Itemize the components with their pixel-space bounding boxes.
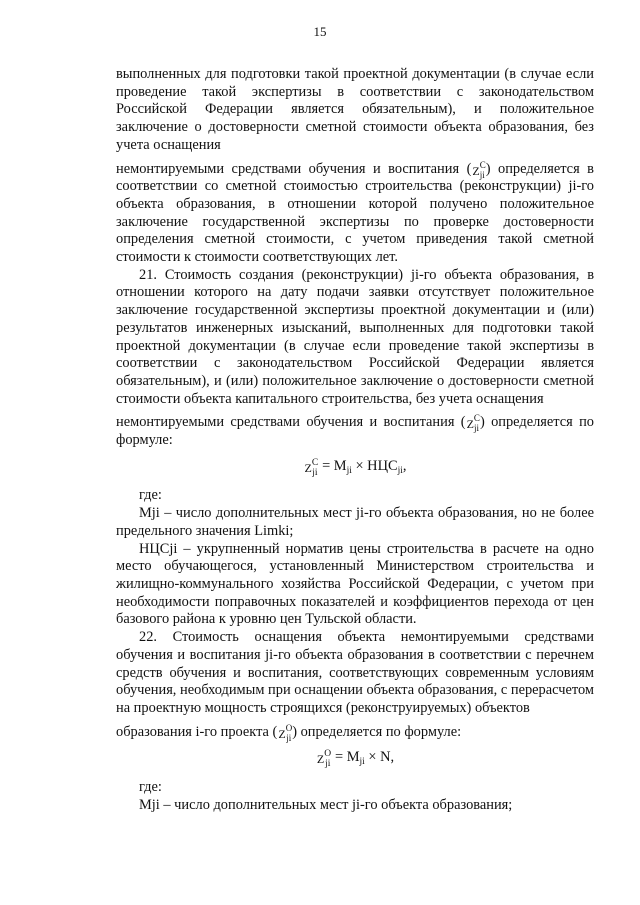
- paragraph-indented: 21. Стоимость создания (реконструкции) ji-го объекта образования, в отношении которого на дату подачи заявки отсутствует положительное заключение государственной экспертизы проектной документации и (или) результатов инженерных изысканий, выполненных для подготовки такой проектной документации (в случае если проведение такой экспертизы в соответствии с законодательством Российской Федерации является обязательным), и (или) положительное заключение о достоверности сметной стоимости объекта капитального строительства, без учета оснащения: [116, 266, 594, 407]
- z-symbol: [278, 722, 293, 743]
- formula-subscript: ji: [359, 757, 365, 768]
- z-superscript: C: [473, 413, 480, 424]
- z-letter: Z: [316, 752, 325, 767]
- z-subscript: ji: [473, 423, 479, 434]
- document-body: [116, 66, 594, 814]
- paragraph-with-formula: немонтируемыми средствами обучения и воспитания $(Z^C_{ji})$ определяется по формуле:: [116, 413, 594, 449]
- z-letter: Z: [278, 726, 286, 741]
- formula: $Z^O_{ji} = M_{ji} \times N$,: [316, 749, 395, 770]
- paragraph-indented: где:: [139, 779, 162, 796]
- z-superscript: O: [285, 722, 293, 733]
- z-superscript: O: [324, 749, 332, 760]
- paragraph-with-formula: образования i-го проекта $(Z^O_{ji})$ определяется по формуле:: [116, 722, 462, 743]
- z-symbol: [472, 159, 486, 180]
- paragraph-indented: НЦСji – укрупненный норматив цены строительства в расчете на одно место обучающегося, установленный Министерством строительства и жилищно-коммунального хозяйства Российской Федерации, с учетом при необходимости поправочных показателей и коэффициентов перехода от цен базового района к уровню цен Тульской области.: [116, 540, 594, 628]
- z-subscript: ji: [286, 732, 292, 743]
- paragraph-indented: Mji – число дополнительных мест ji-го объекта образования;: [139, 796, 513, 813]
- z-letter: Z: [304, 460, 312, 475]
- z-symbol: [466, 413, 480, 434]
- paragraph-indented: где:: [139, 487, 162, 504]
- z-letter: Z: [466, 417, 474, 432]
- paragraph-indented: Mji – число дополнительных мест ji-го объекта образования, но не более предельного значения Limki;: [116, 505, 594, 539]
- formula-subscript: ji: [346, 465, 352, 476]
- z-symbol: [316, 749, 332, 770]
- z-subscript: ji: [312, 467, 318, 478]
- z-symbol: [304, 457, 319, 478]
- z-superscript: C: [311, 457, 319, 468]
- paragraph: выполненных для подготовки такой проектной документации (в случае если проведение такой экспертизы в соответствии с законодательством Российской Федерации является обязательным), и положительное заключение о достоверности сметной стоимости объекта образования, без учета оснащения: [116, 66, 594, 153]
- z-letter: Z: [472, 163, 480, 178]
- page-number: 15: [313, 24, 327, 39]
- formula: $Z^C_{ji} = M_{ji} \times НЦС_{ji}$,: [304, 457, 407, 478]
- formula-subscript: ji: [397, 465, 403, 476]
- z-superscript: C: [479, 159, 486, 170]
- paragraph-with-formula: немонтируемыми средствами обучения и воспитания $(Z^C_{ji})$ определяется в соответствии со сметной стоимостью строительства (реконструкции) ji-го объекта образования, в отношении которой получено положительное заключение государственной экспертизы по проверке достоверности определения сметной стоимости, с учетом приведения такой сметной стоимости к стоимости соответствующих лет.: [116, 159, 594, 266]
- z-subscript: ji: [325, 759, 331, 770]
- paragraph-indented: 22. Стоимость оснащения объекта немонтируемыми средствами обучения и воспитания ji-го объекта образования в соответствии с перечнем средств обучения и воспитания, соответствующих современным условиям обучения, необходимым при оснащении объекта образования, с перерасчетом на проектную мощность строящихся (реконструируемых) объектов: [116, 629, 594, 716]
- z-subscript: ji: [479, 169, 485, 180]
